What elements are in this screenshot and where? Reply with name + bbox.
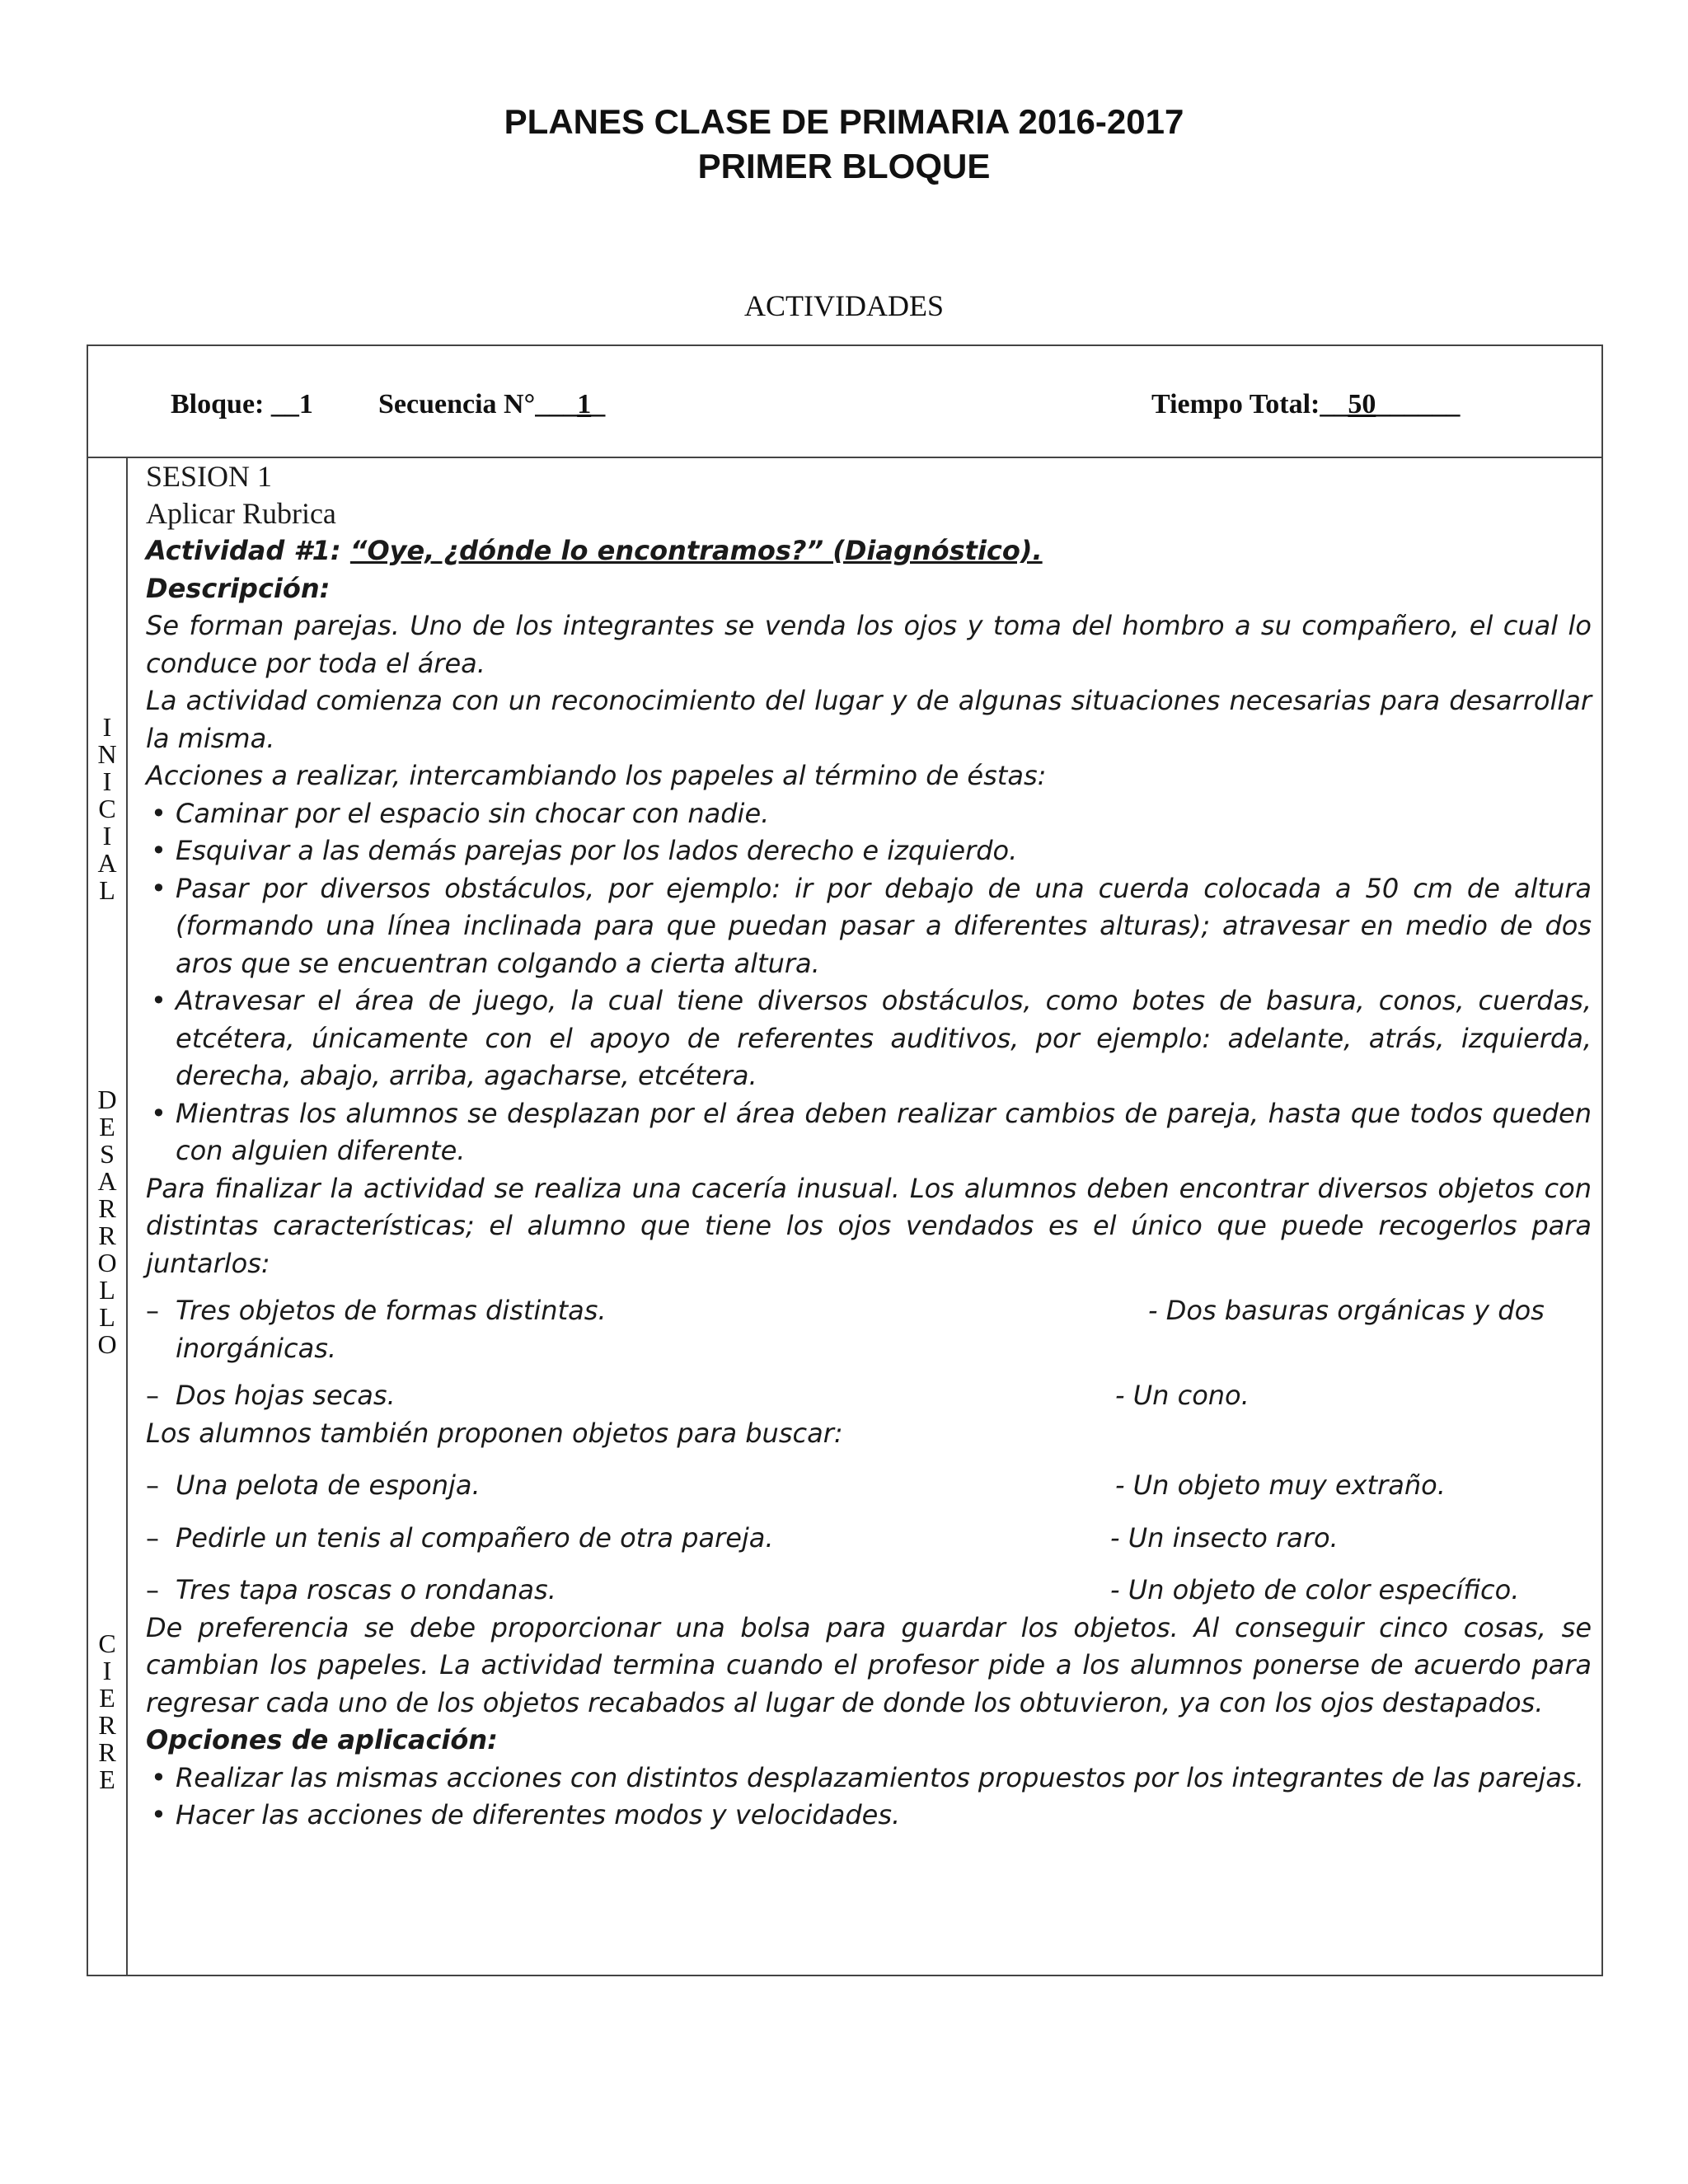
tiempo-value: 50 [1348,389,1376,419]
phase-letter: R [98,1710,116,1740]
object-right: - Un insecto raro. [1110,1521,1339,1554]
paragraph-2: La actividad comienza con un reconocimiento del lugar y de algunas situaciones necesarias para desarrollar la misma. [146,685,1592,754]
object-left: – Dos hojas secas. [146,1377,1592,1415]
description-label: Descripción: [146,572,331,604]
phase-letter: N [97,739,117,769]
rubric-label: Aplicar Rubrica [146,497,336,530]
tiempo-tail: ______ [1376,389,1461,419]
phase-label-desarrollo [88,1086,126,1358]
secuencia-value: 1 [577,389,592,419]
phase-letter: L [99,875,115,905]
phase-letter: L [99,1302,115,1332]
object-right: - Un cono. [1115,1380,1250,1411]
secuencia-tail: _ [591,389,606,419]
tiempo-label: Tiempo Total:__ [1151,389,1348,419]
object-right: - Un objeto muy extraño. [1115,1469,1446,1501]
phase-letter: I [102,1656,112,1685]
document-subtitle: PRIMER BLOQUE [697,147,991,185]
document-title: PLANES CLASE DE PRIMARIA 2016-2017 [504,102,1184,141]
phase-letter: O [97,1248,117,1277]
bullet-item: • Caminar por el espacio sin chocar con nadie. [146,795,1592,833]
phase-letter: S [100,1139,115,1169]
phase-column [88,458,128,1975]
phase-letter: E [99,1683,115,1713]
object-row [146,1377,1592,1415]
phase-letter: R [98,1193,116,1223]
phase-letter: R [98,1737,116,1767]
paragraph-3: Acciones a realizar, intercambiando los papeles al término de éstas: [146,760,1047,791]
object-left: – Pedirle un tenis al compañero de otra pareja. [146,1520,1592,1558]
object-left: – Tres tapa roscas o rondanas. [146,1572,1592,1610]
paragraph-4: Para finalizar la actividad se realiza una cacería inusual. Los alumnos deben encontrar diversos objetos con distintas características; el alumno que tiene los ojos vendados es el único que puede recogerlos para juntarlos: [146,1172,1592,1279]
object-row [146,1467,1592,1505]
object-row [146,1572,1592,1610]
object-row [146,1520,1592,1558]
object-row [146,1292,1592,1367]
object-right: - Dos basuras orgánicas y dos [1148,1295,1545,1326]
phase-letter: L [99,1275,115,1305]
table-header-row [88,346,1601,458]
bullet-item: • Esquivar a las demás parejas por los lados derecho e izquierdo. [146,832,1592,870]
option-item: • Hacer las acciones de diferentes modos y velocidades. [146,1797,1592,1835]
bloque-field [171,389,313,420]
phase-letter: I [102,712,112,742]
phase-letter: A [97,1166,117,1196]
option-item: • Realizar las mismas acciones con distintos desplazamientos propuestos por los integrantes de las parejas. [146,1760,1592,1797]
phase-letter: C [98,794,116,823]
bullet-item: • Mientras los alumnos se desplazan por el área deben realizar cambios de pareja, hasta que todos queden con alguien diferente. [146,1095,1592,1170]
activity-content [146,458,1592,1835]
object-left: – Tres objetos de formas distintas. [146,1292,1592,1330]
bullet-item: • Pasar por diversos obstáculos, por ejemplo: ir por debajo de una cuerda colocada a 50 cm de altura (formando una línea inclinada para que puedan pasar a diferentes alturas); atravesar en medio de dos aros que se encuentran colgando a cierta altura. [146,870,1592,983]
object-left: – Una pelota de esponja. [146,1467,1592,1505]
bullet-item: • Atravesar el área de juego, la cual tiene diversos obstáculos, como botes de basura, conos, cuerdas, etcétera, únicamente con el apoyo de referentes auditivos, por ejemplo: adelante, atrás, izquierda, derecha, abajo, arriba, agacharse, etcétera. [146,982,1592,1095]
activity-prefix: Actividad #1: [146,535,350,566]
phase-letter: R [98,1221,116,1250]
object-right: - Un objeto de color específico. [1110,1574,1520,1605]
secuencia-field [378,389,605,420]
phase-letter: D [97,1085,117,1114]
phase-letter: E [99,1765,115,1794]
object-right-continued: inorgánicas. [176,1332,337,1364]
paragraph-1: Se forman parejas. Uno de los integrantes se venda los ojos y toma del hombro a su compañero, el cual lo conduce por toda el área. [146,610,1592,679]
phase-letter: A [97,848,117,878]
activity-table [87,344,1603,1976]
options-label: Opciones de aplicación: [146,1724,498,1755]
paragraph-5: Los alumnos también proponen objetos para buscar: [146,1417,843,1449]
bloque-value: 1 [298,389,313,419]
phase-letter: I [102,821,112,851]
phase-letter: O [97,1329,117,1359]
tiempo-field [1151,389,1460,420]
activity-heading [146,532,1592,570]
phase-letter: E [99,1112,115,1141]
activity-title: “Oye, ¿dónde lo encontramos?” (Diagnóstico). [349,535,1043,566]
section-heading: ACTIVIDADES [744,289,944,322]
phase-letter: C [98,1629,116,1658]
phase-letter: I [102,766,112,796]
secuencia-label: Secuencia N°___ [378,389,578,419]
session-label: SESION 1 [146,460,273,493]
bloque-label: Bloque: __ [171,389,299,419]
phase-label-inicial [88,714,126,904]
phase-label-cierre [88,1630,126,1793]
paragraph-6: De preferencia se debe proporcionar una bolsa para guardar los objetos. Al conseguir cinco cosas, se cambian los papeles. La actividad termina cuando el profesor pide a los alumnos ponerse de acuerdo para regresar cada uno de los objetos recabados al lugar de donde los obtuvieron, ya con los ojos destapados. [146,1611,1592,1718]
